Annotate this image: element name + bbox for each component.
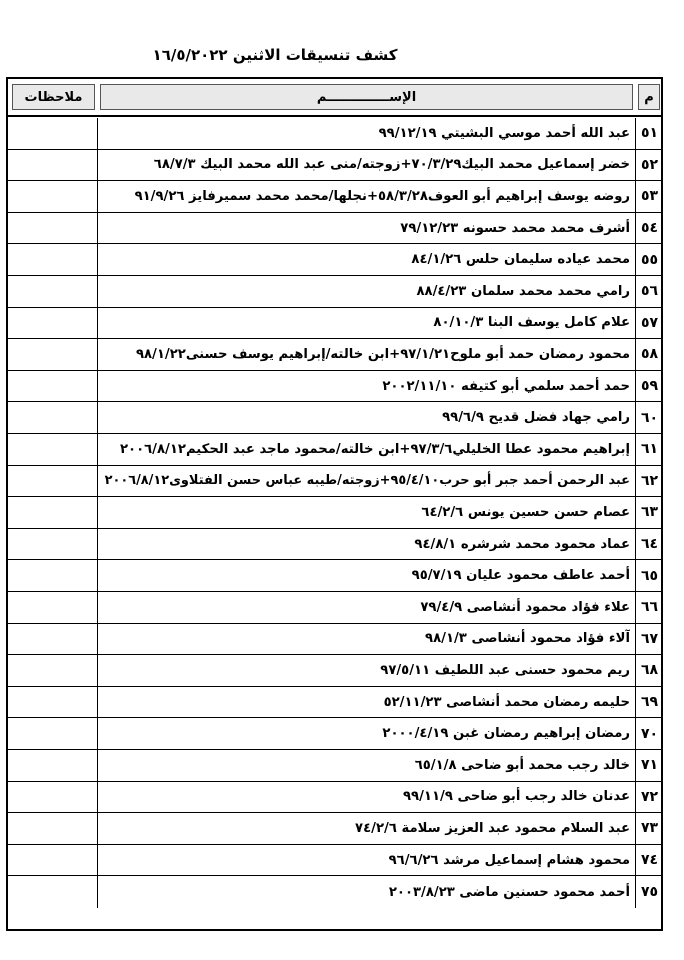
notes-cell	[8, 750, 96, 781]
table-row	[8, 560, 661, 592]
name-cell: علام كامل يوسف البنا ٨٠/١٠/٣	[433, 315, 630, 331]
notes-cell	[8, 402, 96, 433]
column-divider	[97, 213, 98, 244]
table-row	[8, 813, 661, 845]
name-cell: روضه يوسف إبراهيم أبو العوف٥٨/٣/٢٨+نجلها/محمد محمد سميرفايز ٩١/٩/٢٦	[134, 188, 630, 204]
column-divider	[97, 118, 98, 149]
header-notes: ملاحظات	[12, 84, 95, 110]
column-divider	[97, 402, 98, 433]
name-cell: حمد أحمد سلمي أبو كتيفه ٢٠٠٢/١١/١٠	[382, 378, 630, 394]
name-cell: عبد الرحمن أحمد جبر أبو حرب٩٥/٤/١٠+زوجته/طيبه عباس حسن الفتلاوى٢٠٠٦/٨/١٢	[104, 473, 630, 489]
notes-cell	[8, 529, 96, 560]
name-cell: عماد محمود محمد شرشره ٩٤/٨/١	[414, 536, 630, 552]
name-cell: حليمه رمضان محمد أنشاصى ٥٢/١١/٢٣	[383, 694, 630, 710]
table-row	[8, 466, 661, 498]
name-cell: علاء فؤاد محمود أنشاصى ٧٩/٤/٩	[420, 599, 630, 615]
name-cell: عبد الله أحمد موسي البشيتي ٩٩/١٢/١٩	[378, 125, 630, 141]
table-row	[8, 118, 661, 150]
number-cell: ٦١	[640, 441, 659, 458]
notes-cell	[8, 876, 96, 908]
number-cell: ٦٢	[640, 472, 659, 489]
column-divider	[97, 434, 98, 465]
table-row	[8, 876, 661, 908]
number-cell: ٧٢	[640, 788, 659, 805]
table-header	[8, 79, 661, 117]
notes-cell	[8, 782, 96, 813]
name-cell: خضر إسماعيل محمد البيك٧٠/٣/٢٩+زوجته/منى عبد الله محمد البيك ٦٨/٧/٣	[153, 157, 630, 173]
column-divider	[97, 560, 98, 591]
number-cell: ٧٤	[640, 852, 659, 869]
number-cell: ٧٠	[640, 725, 659, 742]
notes-cell	[8, 466, 96, 497]
notes-cell	[8, 560, 96, 591]
number-cell: ٦٦	[640, 599, 659, 616]
column-divider	[97, 339, 98, 370]
notes-cell	[8, 624, 96, 655]
table-row	[8, 213, 661, 245]
page-title: كشف تنسيقات الاثنين ١٦/٥/٢٠٢٢	[152, 46, 398, 64]
notes-cell	[8, 213, 96, 244]
table-row	[8, 497, 661, 529]
notes-cell	[8, 371, 96, 402]
table-row	[8, 244, 661, 276]
name-cell: محمود رمضان حمد أبو ملوح٩٧/١/٢١+ابن خالته/إبراهيم يوسف حسنى٩٨/١/٢٢	[135, 346, 630, 362]
notes-cell	[8, 497, 96, 528]
name-cell: عدنان خالد رجب أبو ضاحى ٩٩/١١/٩	[403, 789, 630, 805]
number-cell: ٦٣	[640, 504, 659, 521]
column-divider	[97, 308, 98, 339]
notes-cell	[8, 813, 96, 844]
column-divider	[97, 655, 98, 686]
number-cell: ٧٥	[640, 884, 659, 901]
number-cell: ٦٤	[640, 536, 659, 553]
notes-cell	[8, 308, 96, 339]
notes-cell	[8, 181, 96, 212]
column-divider	[97, 750, 98, 781]
table-row	[8, 371, 661, 403]
column-divider	[97, 592, 98, 623]
name-cell: آلاء فؤاد محمود أنشاصى ٩٨/١/٣	[425, 631, 630, 647]
table-row	[8, 655, 661, 687]
number-cell: ٧١	[640, 757, 659, 774]
column-divider	[97, 497, 98, 528]
number-cell: ٥٦	[640, 283, 659, 300]
column-divider	[97, 813, 98, 844]
table-row	[8, 592, 661, 624]
notes-cell	[8, 592, 96, 623]
column-divider	[97, 276, 98, 307]
number-cell: ٦٠	[640, 409, 659, 426]
table-row	[8, 434, 661, 466]
name-cell: عصام حسن حسين يونس ٦٤/٢/٦	[421, 504, 630, 520]
column-divider	[97, 529, 98, 560]
number-cell: ٥٣	[640, 188, 659, 205]
number-cell: ٥٥	[640, 251, 659, 268]
notes-cell	[8, 339, 96, 370]
number-cell: ٥٤	[640, 220, 659, 237]
table-row	[8, 782, 661, 814]
number-cell: ٥٢	[640, 156, 659, 173]
notes-cell	[8, 655, 96, 686]
column-divider	[97, 624, 98, 655]
name-cell: خالد رجب محمد أبو ضاحى ٦٥/١/٨	[414, 757, 630, 773]
column-divider	[97, 718, 98, 749]
name-cell: إبراهيم محمود عطا الخليلي٩٧/٣/٦+ابن خالته/محمود ماجد عبد الحكيم٢٠٠٦/٨/١٢	[119, 441, 630, 457]
header-number: م	[638, 84, 660, 110]
column-divider	[97, 181, 98, 212]
column-divider	[97, 687, 98, 718]
table-row	[8, 718, 661, 750]
notes-cell	[8, 276, 96, 307]
notes-cell	[8, 434, 96, 465]
number-cell: ٦٩	[640, 694, 659, 711]
header-name: الإســــــــــــــم	[100, 84, 633, 110]
names-table	[6, 77, 663, 931]
table-row	[8, 150, 661, 182]
table-row	[8, 339, 661, 371]
number-cell: ٥١	[640, 125, 659, 142]
name-cell: أشرف محمد محمد حسونه ٧٩/١٢/٢٣	[400, 220, 630, 236]
number-cell: ٥٩	[640, 378, 659, 395]
table-row	[8, 308, 661, 340]
number-cell: ٧٣	[640, 820, 659, 837]
number-cell: ٥٧	[640, 314, 659, 331]
name-cell: عبد السلام محمود عبد العزيز سلامة ٧٤/٢/٦	[355, 820, 630, 836]
notes-cell	[8, 244, 96, 275]
number-cell: ٦٨	[640, 662, 659, 679]
number-cell: ٥٨	[640, 346, 659, 363]
number-cell: ٦٥	[640, 567, 659, 584]
table-row	[8, 402, 661, 434]
table-row	[8, 276, 661, 308]
column-divider	[97, 150, 98, 181]
table-row	[8, 624, 661, 656]
notes-cell	[8, 845, 96, 876]
table-row	[8, 687, 661, 719]
name-cell: ريم محمود حسنى عبد اللطيف ٩٧/٥/١١	[380, 662, 630, 678]
notes-cell	[8, 118, 96, 149]
notes-cell	[8, 718, 96, 749]
table-row	[8, 750, 661, 782]
name-cell: محمد عياده سليمان حلس ٨٤/١/٢٦	[411, 252, 630, 268]
column-divider	[97, 782, 98, 813]
column-divider	[97, 244, 98, 275]
column-divider	[97, 845, 98, 876]
column-divider	[97, 876, 98, 908]
number-cell: ٦٧	[640, 630, 659, 647]
notes-cell	[8, 150, 96, 181]
name-cell: رامي جهاد فضل قديح ٩٩/٦/٩	[442, 410, 630, 426]
column-divider	[97, 466, 98, 497]
notes-cell	[8, 687, 96, 718]
column-divider	[97, 371, 98, 402]
name-cell: رمضان إبراهيم رمضان غبن ٢٠٠٠/٤/١٩	[382, 726, 630, 742]
name-cell: أحمد محمود حسنين ماضى ٢٠٠٣/٨/٢٣	[388, 884, 630, 900]
table-row	[8, 845, 661, 877]
name-cell: رامي محمد محمد سلمان ٨٨/٤/٢٣	[416, 283, 630, 299]
table-row	[8, 529, 661, 561]
table-row	[8, 181, 661, 213]
name-cell: أحمد عاطف محمود عليان ٩٥/٧/١٩	[411, 568, 630, 584]
name-cell: محمود هشام إسماعيل مرشد ٩٦/٦/٢٦	[388, 852, 630, 868]
